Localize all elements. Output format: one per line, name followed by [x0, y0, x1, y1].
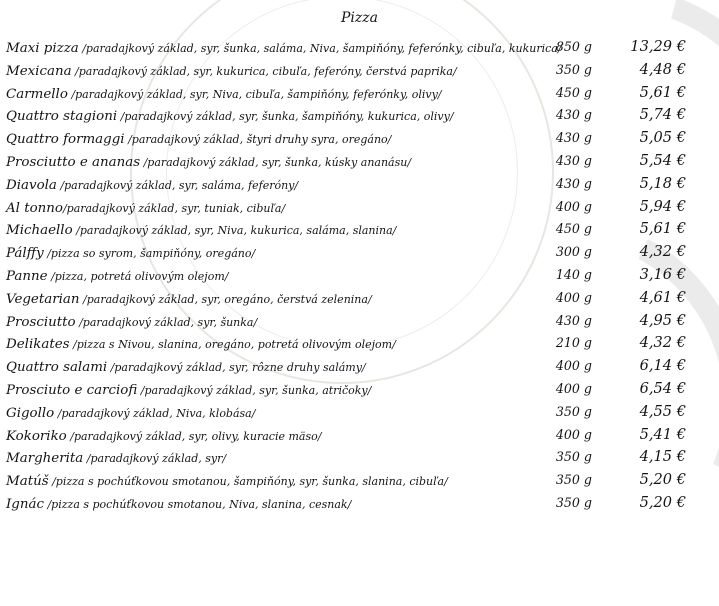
menu-item-price: 4,61 €	[639, 288, 686, 306]
menu-item	[6, 332, 706, 355]
menu-item-description: /pizza s Nivou, slanina, oregáno, potretá olivovým olejom/	[69, 338, 396, 352]
menu-item-description: /paradajkový základ, syr, saláma, feferóny/	[56, 178, 299, 192]
menu-item	[6, 310, 706, 333]
menu-item-name: Prosciutto e ananas	[6, 154, 141, 170]
menu-item-description: /paradajkový základ, syr, šunka, šampiňóny, kukurica, olivy/	[117, 110, 454, 124]
menu-item-weight: 140 g	[555, 266, 592, 282]
menu-item-description: /paradajkový základ, syr, šunka, saláma, Niva, šampiňóny, feferónky, cibuľa, kukurica/	[78, 42, 562, 55]
menu-item-description: /paradajkový základ, syr/	[83, 452, 227, 466]
menu-item-weight: 400 g	[555, 426, 592, 442]
menu-item	[6, 82, 706, 105]
menu-item	[6, 378, 706, 401]
menu-item-description: /paradajkový základ, syr, oregáno, čerstvá zelenina/	[79, 292, 372, 306]
menu-item	[6, 196, 706, 219]
menu-item-name: Ignác	[6, 496, 44, 512]
menu-item-price: 13,29 €	[630, 38, 686, 55]
menu-item-description: /paradajkový základ, syr, šunka, kúsky ananásu/	[140, 155, 412, 169]
menu-item-name: Diavola	[6, 177, 57, 193]
menu-item-weight: 430 g	[555, 107, 592, 123]
menu-item	[6, 264, 706, 287]
menu-item-description: /paradajkový základ, syr, tuniak, cibuľa/	[62, 201, 286, 215]
menu-item-price: 5,05 €	[639, 129, 686, 147]
menu-item	[6, 492, 706, 515]
menu-item-price: 4,55 €	[639, 402, 686, 420]
menu-item	[6, 241, 706, 264]
menu-item-name: Kokoriko	[6, 428, 67, 444]
menu-item-weight: 400 g	[555, 380, 592, 396]
menu-item-price: 5,18 €	[639, 174, 686, 192]
menu-item	[6, 469, 706, 492]
menu-item-name: Gigollo	[6, 405, 55, 421]
menu-item-weight: 400 g	[555, 289, 592, 305]
menu-item-price: 3,16 €	[639, 265, 686, 283]
menu-item-name: Quattro stagioni	[6, 109, 118, 125]
menu-item-description: /pizza s pochúťkovou smotanou, Niva, slanina, cesnak/	[43, 497, 352, 511]
menu-item	[6, 127, 706, 150]
pizza-menu-list	[6, 36, 706, 515]
menu-item	[6, 150, 706, 173]
menu-item	[6, 218, 706, 241]
menu-item	[6, 355, 706, 378]
menu-item-name: Quattro salami	[6, 360, 108, 376]
menu-item-name: Michaello	[6, 223, 73, 239]
menu-item-name: Prosciuto e carciofi	[6, 382, 138, 398]
menu-item-description: /paradajkový základ, Niva, klobása/	[54, 406, 256, 420]
menu-item-price: 4,32 €	[639, 243, 686, 261]
menu-item	[6, 424, 706, 447]
menu-item-weight: 450 g	[555, 84, 592, 100]
menu-item-name: Panne	[6, 268, 48, 284]
menu-item-price: 4,95 €	[639, 311, 686, 329]
menu-item-weight: 350 g	[555, 494, 592, 510]
menu-item-price: 5,61 €	[639, 83, 686, 101]
menu-item-name: Prosciutto	[6, 314, 76, 330]
menu-item-name: Al tonno	[6, 200, 63, 216]
menu-item	[6, 104, 706, 127]
menu-item-price: 5,41 €	[639, 425, 686, 443]
menu-item-description: /paradajkový základ, syr, olivy, kuracie mäso/	[66, 429, 322, 443]
menu-item-weight: 350 g	[555, 472, 592, 488]
menu-item-description: /paradajkový základ, syr, Niva, kukurica, saláma, slanina/	[72, 224, 397, 238]
menu-item-name: Quattro formaggi	[6, 132, 125, 148]
menu-item	[6, 287, 706, 310]
menu-item-name: Pálffy	[6, 246, 44, 262]
menu-item-price: 6,14 €	[639, 357, 686, 375]
menu-item-description: /paradajkový základ, syr, Niva, cibuľa, šampiňóny, feferónky, olivy/	[67, 87, 442, 101]
menu-item-description: /paradajkový základ, štyri druhy syra, oregáno/	[124, 133, 392, 147]
menu-item-price: 4,48 €	[639, 60, 686, 78]
menu-item-description: /paradajkový základ, syr, šunka, atričoky/	[137, 383, 372, 397]
menu-item-name: Carmello	[6, 86, 68, 102]
menu-item-weight: 350 g	[555, 403, 592, 419]
menu-item-price: 5,74 €	[639, 106, 686, 124]
menu-item-name: Mexicana	[6, 63, 72, 79]
menu-item-weight: 430 g	[555, 130, 592, 146]
menu-item-description: /pizza s pochúťkovou smotanou, šampiňóny, syr, šunka, slanina, cibuľa/	[48, 475, 448, 489]
menu-section-title: Pizza	[341, 10, 378, 26]
menu-item-weight: 850 g	[555, 39, 592, 54]
menu-item-weight: 400 g	[555, 358, 592, 374]
menu-item-weight: 350 g	[555, 61, 592, 77]
menu-item-price: 4,15 €	[639, 448, 686, 466]
menu-item-description: /paradajkový základ, syr, kukurica, cibuľa, feferóny, čerstvá paprika/	[71, 64, 457, 78]
menu-item-weight: 430 g	[555, 152, 592, 168]
menu-item-weight: 300 g	[555, 244, 592, 260]
menu-item-weight: 210 g	[555, 335, 592, 351]
menu-item-description: /paradajkový základ, syr, šunka/	[75, 315, 258, 329]
menu-item-price: 4,32 €	[639, 334, 686, 352]
menu-item-price: 5,61 €	[639, 220, 686, 238]
menu-item-name: Vegetarian	[6, 291, 80, 307]
menu-item-name: Matúš	[6, 474, 49, 490]
menu-item-price: 5,94 €	[639, 197, 686, 215]
menu-item-price: 5,20 €	[639, 493, 686, 511]
menu-item-name: Margherita	[6, 451, 84, 467]
menu-item-description: /paradajkový základ, syr, rôzne druhy salámy/	[107, 361, 366, 375]
menu-item-description: /pizza so syrom, šampiňóny, oregáno/	[43, 247, 256, 261]
menu-item	[6, 36, 706, 59]
menu-item-weight: 430 g	[555, 175, 592, 191]
menu-item-weight: 400 g	[555, 198, 592, 214]
menu-item-name: Delikates	[6, 337, 70, 353]
menu-item	[6, 401, 706, 424]
menu-item	[6, 59, 706, 82]
menu-item-name: Maxi pizza	[6, 41, 79, 56]
menu-item-weight: 430 g	[555, 312, 592, 328]
menu-item-price: 5,20 €	[639, 471, 686, 489]
menu-item	[6, 446, 706, 469]
menu-item	[6, 173, 706, 196]
menu-item-description: /pizza, potretá olivovým olejom/	[47, 269, 229, 283]
menu-item-price: 6,54 €	[639, 379, 686, 397]
menu-item-weight: 350 g	[555, 449, 592, 465]
menu-item-weight: 450 g	[555, 221, 592, 237]
menu-item-price: 5,54 €	[639, 151, 686, 169]
